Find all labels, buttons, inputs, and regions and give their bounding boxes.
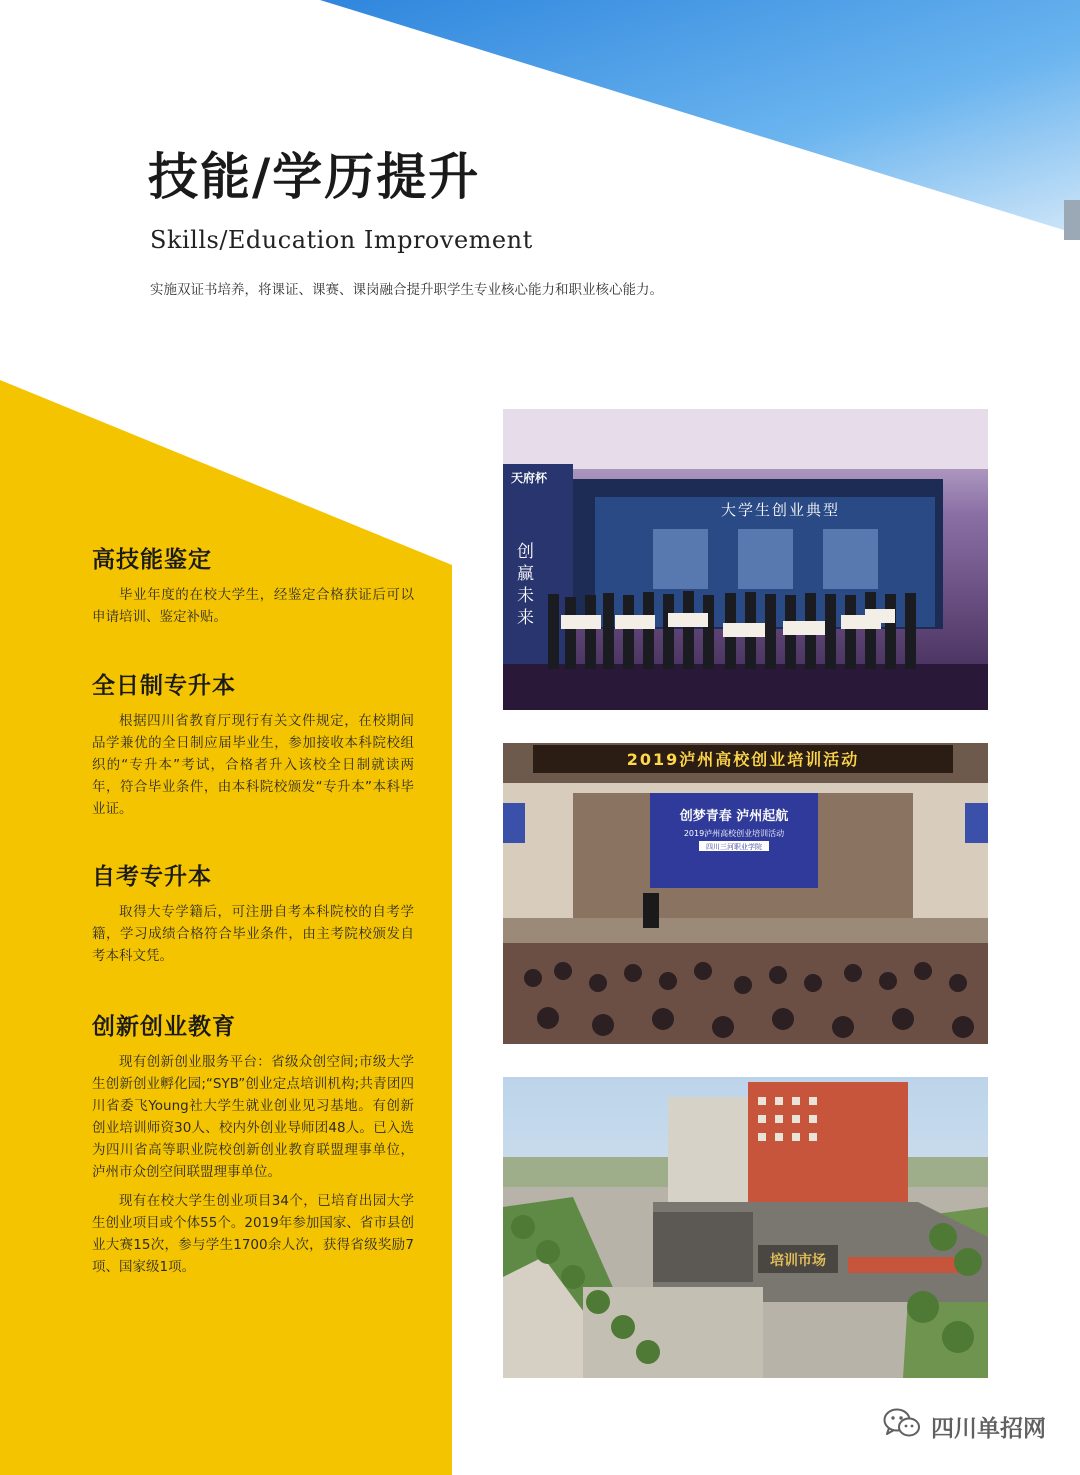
- stage-side-slogan-3: 未: [517, 586, 534, 606]
- photo-lecture-hall: [503, 743, 988, 1044]
- hall-screen-line2: 2019泸州高校创业培训活动: [683, 829, 785, 838]
- intro-text: 实施双证书培养，将课证、课赛、课岗融合提升职学生专业核心能力和职业核心能力。: [150, 282, 663, 298]
- stage-side-banner: 天府杯: [511, 471, 548, 485]
- page-subtitle-en: Skills/Education Improvement: [150, 226, 533, 254]
- stage-side-slogan-4: 来: [517, 608, 534, 628]
- section-paragraph: 现有在校大学生创业项目34个，已培育出园大学生创业项目或个体55个。2019年参加国家、省市县创业大赛15次，参与学生1700余人次，获得省级奖励7项、国家级1项。: [92, 1193, 414, 1275]
- page-title: 技能/学历提升: [148, 148, 481, 206]
- stage-side-slogan-1: 创: [517, 542, 534, 562]
- section-skill-appraisal: [92, 541, 414, 628]
- sky-tower: [1064, 200, 1080, 240]
- section-fulltime-upgrade: [92, 667, 414, 820]
- section-title: 高技能鉴定: [92, 547, 212, 573]
- section-title: 创新创业教育: [92, 1014, 236, 1040]
- building-sign: 培训市场: [770, 1253, 826, 1269]
- watermark: [883, 1407, 1046, 1445]
- section-paragraph: 现有创新创业服务平台：省级众创空间;市级大学生创新创业孵化园;“SYB”创业定点培训机构;共青团四川省委飞Young社大学生就业创业见习基地。有创新创业培训师资30人、校内外创业导师团48人。已入选为四川省高等职业院校创新创业教育联盟理事单位，泸州市众创空间联盟理事单位。: [92, 1054, 414, 1180]
- section-paragraph: 根据四川省教育厅现行有关文件规定，在校期间品学兼优的全日制应届毕业生，参加接收本科院校组织的“专升本”考试，合格者升入该校全日制就读两年，符合毕业条件，由本科院校颁发“专升本”本科毕业证。: [92, 713, 414, 817]
- wechat-icon: [883, 1407, 921, 1445]
- section-innovation-entrepreneurship: [92, 1008, 414, 1278]
- watermark-text: 四川单招网: [931, 1415, 1046, 1442]
- section-title: 自考专升本: [92, 864, 212, 890]
- section-title: 全日制专升本: [92, 673, 236, 699]
- stage-side-slogan-2: 赢: [517, 564, 534, 584]
- section-paragraph: 取得大专学籍后，可注册自考本科院校的自考学籍，学习成绩合格符合毕业条件，由主考院校颁发自考本科文凭。: [92, 904, 414, 964]
- stage-screen-title: 大学生创业典型: [721, 501, 841, 519]
- hall-screen-line1: 创梦青春 泸州起航: [679, 809, 789, 824]
- section-paragraph: 毕业年度的在校大学生，经鉴定合格获证后可以申请培训、鉴定补贴。: [92, 587, 414, 625]
- hall-banner: 2019泸州高校创业培训活动: [626, 750, 860, 769]
- photo-award-ceremony: [503, 409, 988, 710]
- hall-screen-line3: 四川三河职业学院: [706, 843, 762, 851]
- photo-campus-building: [503, 1077, 988, 1378]
- section-self-study-upgrade: [92, 858, 414, 967]
